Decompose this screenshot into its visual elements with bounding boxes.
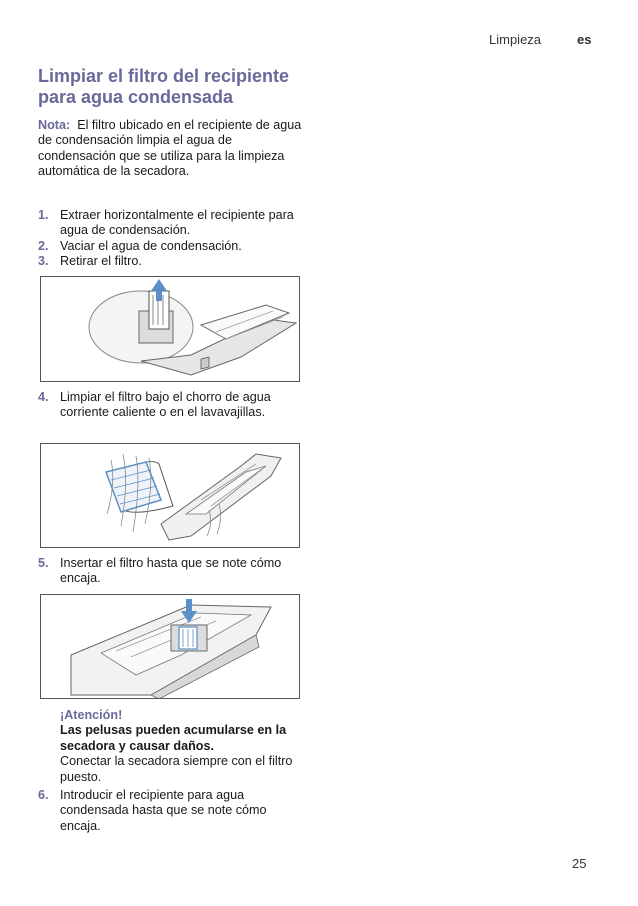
attention-title: ¡Atención! bbox=[60, 708, 123, 722]
step-number: 6. bbox=[38, 788, 49, 802]
insert-filter-illustration bbox=[41, 595, 299, 698]
figure-remove-filter bbox=[40, 276, 300, 382]
attention-warning: Las pelusas pueden acumularse en la secadora y causar daños. bbox=[60, 723, 287, 753]
language-code: es bbox=[577, 32, 592, 47]
page-number: 25 bbox=[572, 856, 587, 871]
step-text: Extraer horizontalmente el recipiente para agua de condensación. bbox=[60, 208, 294, 238]
steps-list-4 bbox=[38, 788, 308, 834]
attention-block bbox=[60, 708, 305, 785]
note-label: Nota: bbox=[38, 118, 71, 132]
step-item bbox=[38, 208, 308, 239]
section-name: Limpieza bbox=[489, 32, 542, 47]
step-item bbox=[38, 556, 308, 587]
step-item bbox=[38, 239, 308, 254]
step-number: 3. bbox=[38, 254, 49, 269]
step-text: Limpiar el filtro bajo el chorro de agua corriente caliente o en el lavavajillas. bbox=[60, 390, 271, 420]
step-number: 4. bbox=[38, 390, 49, 404]
attention-text: Conectar la secadora siempre con el filtro puesto. bbox=[60, 754, 293, 784]
note-paragraph bbox=[38, 118, 303, 180]
page-header bbox=[0, 32, 638, 52]
steps-list-3 bbox=[38, 556, 308, 587]
step-text: Introducir el recipiente para agua condensada hasta que se note cómo encaja. bbox=[60, 788, 267, 833]
step-text: Retirar el filtro. bbox=[60, 254, 142, 269]
steps-list-1 bbox=[38, 208, 308, 270]
section-title: Limpiar el filtro del recipiente para agua condensada bbox=[38, 66, 290, 107]
step-number: 2. bbox=[38, 238, 49, 253]
step-item bbox=[38, 788, 308, 834]
step-text: Insertar el filtro hasta que se note cómo encaja. bbox=[60, 556, 282, 586]
remove-filter-illustration bbox=[41, 277, 299, 381]
steps-list-2 bbox=[38, 390, 308, 421]
note-text: El filtro ubicado en el recipiente de agua de condensación limpia el agua de condensación que se utiliza para la limpieza automática de la secadora. bbox=[38, 118, 302, 179]
step-item bbox=[38, 390, 308, 421]
figure-insert-filter bbox=[40, 594, 300, 699]
step-text: Vaciar el agua de condensación. bbox=[60, 238, 242, 253]
step-number: 5. bbox=[38, 556, 49, 570]
clean-filter-illustration bbox=[41, 444, 299, 547]
step-item bbox=[38, 254, 308, 269]
figure-clean-filter bbox=[40, 443, 300, 548]
step-number: 1. bbox=[38, 208, 49, 222]
